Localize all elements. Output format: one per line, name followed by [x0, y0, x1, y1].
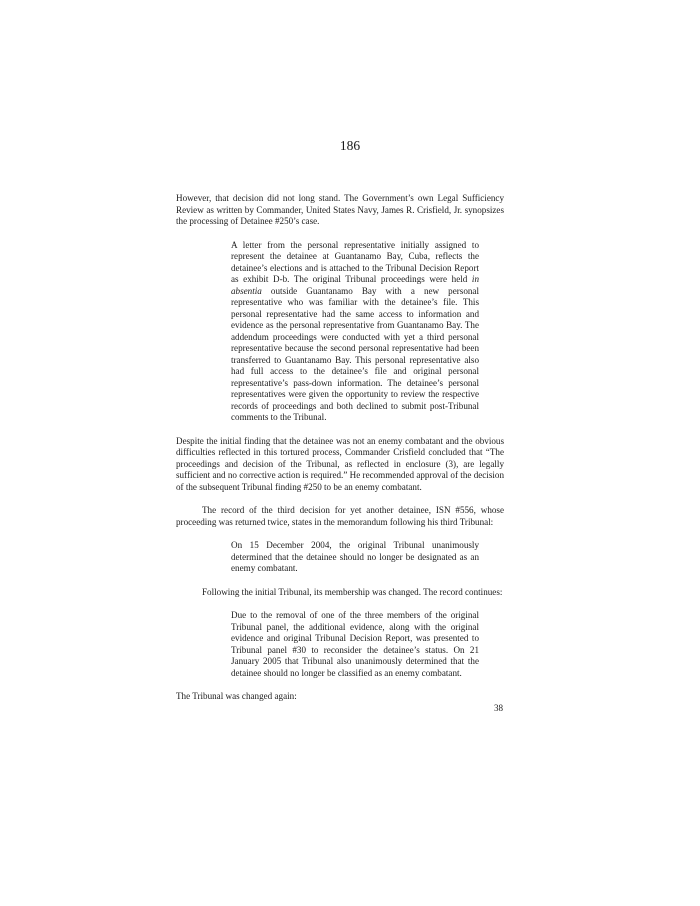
quote-text-part-1: A letter from the personal representative initially assigned to represent the detainee at Guantanamo Bay, Cuba, reflects the detainee’s elections and is attached to the Tribunal Decision Report as exhibit D-b. The original Tribunal proceedings were held	[231, 239, 479, 284]
paragraph-third-decision: The record of the third decision for yet another detainee, ISN #556, whose proceeding was returned twice, states in the memorandum following his third Tribunal:	[176, 505, 504, 527]
paragraph-membership-changed: Following the initial Tribunal, its membership was changed. The record continues:	[202, 586, 503, 597]
block-quote-removal: Due to the removal of one of the three members of the original Tribunal panel, the additional evidence, along with the original evidence and original Tribunal Decision Report, was presented to Tribunal panel #30 to reconsider the detainee’s status. On 21 January 2005 that Tribunal also unanimously determined that the detainee should no longer be classified as an enemy combatant.	[231, 610, 479, 678]
paragraph-intro: However, that decision did not long stand. The Government’s own Legal Sufficiency Review as written by Commander, United States Navy, James R. Crisfield, Jr. synopsizes the processing of Detainee #250’s case.	[176, 193, 504, 226]
paragraph-despite: Despite the initial finding that the detainee was not an enemy combatant and the obvious difficulties reflected in this tortured process, Commander Crisfield concluded that “The proceedings and decision of the Tribunal, as reflected in enclosure (3), are legally sufficient and no corrective action is required.” He recommended approval of the decision of the subsequent Tribunal finding #250 to be an enemy combatant.	[176, 435, 504, 492]
quote-text-part-2: outside Guantanamo Bay with a new personal representative who was familiar with the detainee’s file. This personal representative had the same access to information and evidence as the personal representative from Guantanamo Bay. The addendum proceedings were conducted with yet a third personal representative because the second personal representative had been transferred to Guantanamo Bay. This personal representative also had full access to the detainee’s file and original personal representative’s pass-down information. The detainee’s personal representatives were given the opportunity to review the respective records of proceedings and both declined to submit post-Tribunal comments to the Tribunal.	[231, 285, 479, 422]
paragraph-changed-again: The Tribunal was changed again:	[176, 691, 297, 701]
page-number-top: 186	[339, 138, 361, 153]
block-quote-december: On 15 December 2004, the original Tribunal unanimously determined that the detainee should no longer be designated as an enemy combatant.	[231, 540, 479, 573]
document-body	[176, 193, 504, 703]
block-quote-review	[231, 240, 479, 424]
page-number-bottom: 38	[494, 703, 504, 713]
quote-italic-term: in absentia	[231, 274, 479, 296]
